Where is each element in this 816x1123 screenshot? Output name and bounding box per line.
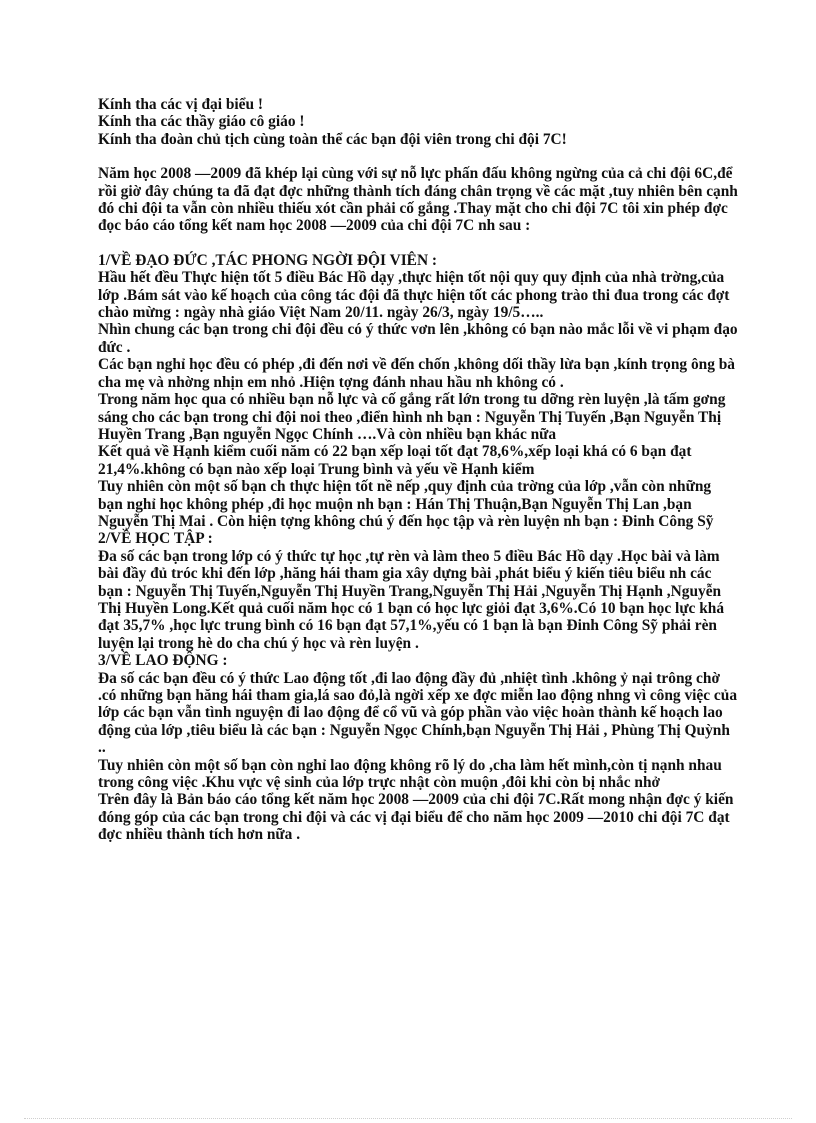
paragraph: Trong năm học qua có nhiều bạn nỗ lực và cố gắng rất lớn trong tu dỡng rèn luyện ,là tấm gơng sáng cho các bạn trong chi đội noi theo ,điển hình nh bạn : Nguyễn Thị Tuyến ,Bạn Nguyễn Thị Huyền Trang ,Bạn nguyễn Ngọc Chính ….Và còn nhiều bạn khác nữa bbox=[98, 391, 726, 443]
page-bottom-divider bbox=[24, 1118, 792, 1119]
paragraph: Hầu hết đều Thực hiện tốt 5 điều Bác Hồ dạy ,thực hiện tốt nội quy quy định của nhà trờng,của lớp .Bám sát vào kế hoạch của công tác đội đã thực hiện tốt các phong trào thi đua trong các đợt chào mừng : ngày nhà giáo Việt Nam 20/11. ngày 26/3, ngày 19/5….. bbox=[98, 269, 730, 322]
paragraph: Nhìn chung các bạn trong chi đội đều có ý thức vơn lên ,không có bạn nào mắc lỗi về vi phạm đạo đức . bbox=[98, 321, 738, 356]
greeting-line: Kính tha đoàn chủ tịch cùng toàn thể các bạn đội viên trong chi đội 7C! bbox=[98, 130, 567, 148]
intro-paragraph: Năm học 2008 —2009 đã khép lại cùng với sự nỗ lực phấn đấu không ngừng của cả chi đội 6C,để rồi giờ đây chúng ta đã đạt đợc những thành tích đáng chân trọng về các mặt ,tuy nhiên bên cạnh đó chi đội ta vẫn còn nhiều thiếu xót cần phải cố gắng .Thay mặt cho chi đội 7C tôi xin phép đợc đọc báo cáo tổng kết nam học 2008 —2009 của chi đội 7C nh sau : bbox=[98, 165, 738, 235]
paragraph: Kết quả về Hạnh kiểm cuối năm có 22 bạn xếp loại tốt đạt 78,6%,xếp loại khá có 6 bạn đạt 21,4%.không có bạn nào xếp loại Trung bình và yếu về Hạnh kiểm bbox=[98, 443, 692, 478]
document-page bbox=[98, 96, 738, 844]
spacer bbox=[98, 235, 738, 252]
greeting-line: Kính tha các vị đại biểu ! bbox=[98, 96, 264, 113]
section-heading-labor: 3/VỀ LAO ĐỘNG : bbox=[98, 652, 228, 670]
paragraph: Các bạn nghỉ học đều có phép ,đi đến nơi về đến chốn ,không dối thầy lừa bạn ,kính trọng ông bà cha mẹ và nhờng nhịn em nhỏ .Hiện tợng đánh nhau hầu nh không có . bbox=[98, 356, 735, 391]
greeting-line: Kính tha các thầy giáo cô giáo ! bbox=[98, 113, 305, 131]
paragraph: Tuy nhiên còn một số bạn ch thực hiện tốt nề nếp ,quy định của trờng của lớp ,vẫn còn những bạn nghỉ học không phép ,đi học muộn nh bạn : Hán Thị Thuận,Bạn Nguyễn Thị Lan ,bạn Nguyễn Thị Mai . Còn hiện tợng không chú ý đến học tập và rèn luyện nh bạn : Đinh Công Sỹ bbox=[98, 478, 714, 530]
section-heading-ethics: 1/VỀ ĐẠO ĐỨC ,TÁC PHONG NGỜI ĐỘI VIÊN : bbox=[98, 251, 438, 269]
paragraph: Đa số các bạn đều có ý thức Lao động tốt ,đi lao động đầy đủ ,nhiệt tình .không ỷ nại trông chờ .có những bạn hăng hái tham gia,lá sao đỏ,là ngời xếp xe đợc miễn lao động nhng vì công việc của lớp các bạn vẫn tình nguyện đi lao động để cổ vũ và góp phần vào việc hoàn thành kế hoạch lao động của lớp ,tiêu biểu là các bạn : Nguyễn Ngọc Chính,bạn Nguyễn Thị Hải , Phùng Thị Quỳnh .. bbox=[98, 669, 738, 757]
paragraph: Tuy nhiên còn một số bạn còn nghỉ lao động không rõ lý do ,cha làm hết mình,còn tị nạnh nhau trong công việc .Khu vực vệ sinh của lớp trực nhật còn muộn ,đôi khi còn bị nhắc nhở bbox=[98, 756, 722, 792]
paragraph: Đa số các bạn trong lớp có ý thức tự học ,tự rèn và làm theo 5 điều Bác Hồ dạy .Học bài và làm bài đầy đủ tróc khi đến lớp ,hăng hái tham gia xây dựng bài ,phát biểu ý kiến tiêu biểu nh các bạn : Nguyễn Thị Tuyến,Nguyễn Thị Huyền Trang,Nguyễn Thị Hải ,Nguyễn Thị Hạnh ,Nguyễn Thị Huyền Long.Kết quả cuối năm học có 1 bạn có học lực giỏi đạt 3,6%.Có 10 bạn học lực khá đạt 35,7% ,học lực trung bình có 16 bạn đạt 57,1%,yếu có 1 bạn là bạn Đinh Công Sỹ phải rèn luyện lại trong hè do cha chú ý học và rèn luyện . bbox=[98, 547, 725, 652]
section-heading-study: 2/VỀ HỌC TẬP : bbox=[98, 530, 213, 548]
closing-paragraph: Trên đây là Bản báo cáo tổng kết năm học 2008 —2009 của chi đội 7C.Rất mong nhận đợc ý kiến đóng góp của các bạn trong chi đội và các vị đại biểu để cho năm học 2009 —2010 chi đội 7C đạt đợc nhiều thành tích hơn nữa . bbox=[98, 791, 734, 844]
spacer bbox=[98, 148, 738, 165]
